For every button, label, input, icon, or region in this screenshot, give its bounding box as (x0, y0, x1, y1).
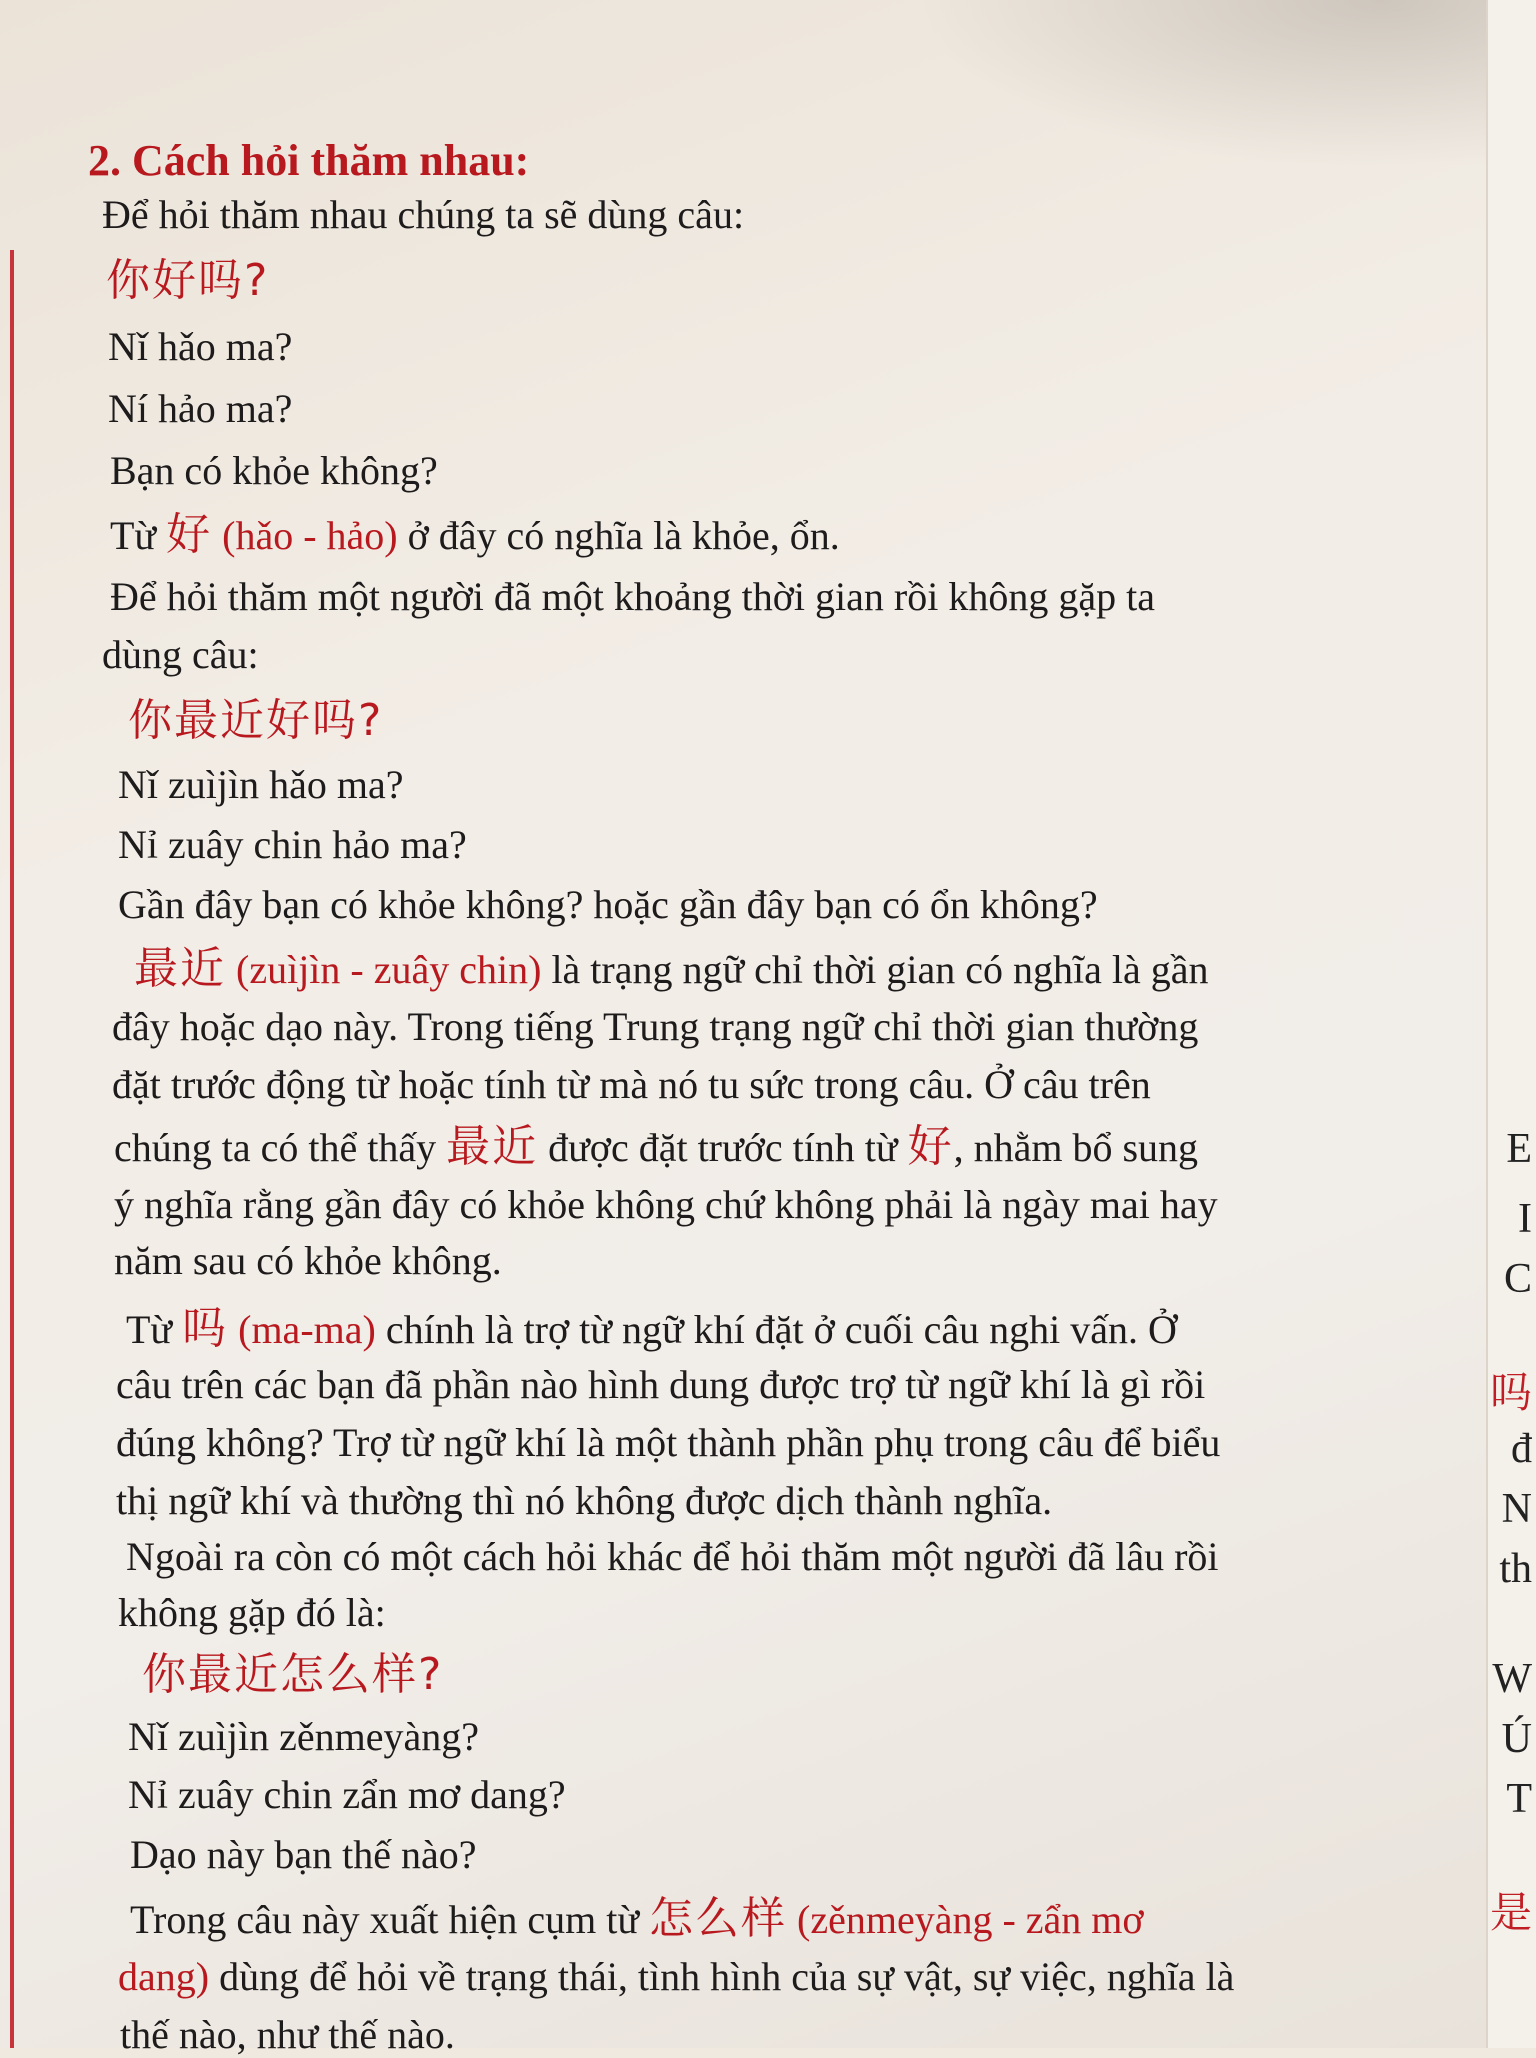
pinyin-line: Nǐ zuìjìn zěnmeyàng? (128, 1714, 479, 1759)
text-line (114, 1122, 1198, 1173)
pinyin-line: Nǐ zuìjìn hǎo ma? (118, 762, 404, 807)
text-fragment: Từ (110, 513, 167, 558)
phonetic-line: Ní hảo ma? (108, 386, 293, 431)
edge-glyph: E (1506, 1126, 1532, 1172)
text-line: thế nào, như thế nào. (120, 2012, 455, 2057)
edge-glyph: I (1518, 1196, 1532, 1242)
chinese-word: 吗 (182, 1303, 229, 1354)
text-line: Để hỏi thăm một người đã một khoảng thời gian rồi không gặp ta (110, 574, 1155, 619)
text-fragment: ở đây có nghĩa là khỏe, ổn. (397, 513, 840, 558)
chinese-word: 怎么样 (649, 1893, 788, 1944)
text-fragment: chính là trợ từ ngữ khí đặt ở cuối câu nghi vấn. Ở (375, 1307, 1177, 1352)
text-line (130, 1894, 1144, 1945)
text-line: năm sau có khỏe không. (114, 1238, 502, 1283)
phonetic-line: Nỉ zuây chin hảo ma? (118, 822, 467, 867)
text-line (118, 1954, 1234, 2000)
text-fragment: dùng để hỏi về trạng thái, tình hình của sự vật, sự việc, nghĩa là (209, 1954, 1235, 1999)
edge-glyph: đ (1511, 1426, 1532, 1472)
text-line: Để hỏi thăm nhau chúng ta sẽ dùng câu: (102, 192, 745, 237)
edge-glyph: Ú (1501, 1716, 1532, 1762)
margin-rule (10, 250, 14, 2048)
phonetic-line: Nỉ zuây chin zẩn mơ dang? (128, 1772, 566, 1817)
text-line: đúng không? Trợ từ ngữ khí là một thành phần phụ trong câu để biểu (116, 1420, 1221, 1465)
pinyin-fragment: (zuìjìn - zuây chin) (226, 947, 542, 992)
text-line: ý nghĩa rằng gần đây có khỏe không chứ không phải là ngày mai hay (114, 1182, 1218, 1227)
text-fragment: Trong câu này xuất hiện cụm từ (130, 1897, 650, 1942)
text-line: dùng câu: (102, 632, 259, 677)
edge-glyph: T (1506, 1776, 1532, 1822)
edge-glyph: W (1492, 1656, 1532, 1702)
text-fragment: được đặt trước tính từ (538, 1125, 908, 1170)
page-shadow (916, 0, 1536, 170)
chinese-word: 好 (166, 509, 213, 560)
translation-line: Dạo này bạn thế nào? (130, 1832, 477, 1877)
text-fragment: , nhằm bổ sung (953, 1125, 1199, 1170)
text-fragment: chúng ta có thể thấy (114, 1125, 447, 1170)
edge-glyph: N (1501, 1486, 1532, 1532)
chinese-sentence: 你好吗? (106, 255, 270, 306)
text-line: đặt trước động từ hoặc tính từ mà nó tu sức trong câu. Ở câu trên (112, 1062, 1151, 1107)
edge-glyph: 吗 (1489, 1371, 1532, 1417)
pinyin-fragment: (ma-ma) (228, 1307, 376, 1352)
text-line: không gặp đó là: (118, 1590, 386, 1635)
chinese-sentence: 你最近好吗? (128, 695, 384, 746)
chinese-word: 最近 (134, 943, 226, 994)
translation-line: Gần đây bạn có khỏe không? hoặc gần đây bạn có ổn không? (118, 882, 1098, 927)
text-fragment: Từ (126, 1307, 183, 1352)
text-line: thị ngữ khí và thường thì nó không được dịch thành nghĩa. (116, 1478, 1053, 1523)
chinese-sentence: 你最近怎么样? (142, 1649, 444, 1700)
edge-glyph: 是 (1489, 1891, 1532, 1937)
pinyin-line: Nǐ hǎo ma? (108, 324, 293, 369)
pinyin-fragment: (zěnmeyàng - zẩn mơ (787, 1897, 1144, 1942)
edge-glyph: C (1503, 1256, 1532, 1302)
chinese-word: 好 (907, 1121, 954, 1172)
text-line: câu trên các bạn đã phần nào hình dung được trợ từ ngữ khí là gì rồi (116, 1362, 1206, 1407)
next-page-edge (1486, 0, 1536, 2048)
edge-glyph: th (1499, 1546, 1532, 1592)
text-line (110, 510, 840, 561)
text-line: Ngoài ra còn có một cách hỏi khác để hỏi thăm một người đã lâu rồi (126, 1534, 1219, 1579)
text-line (134, 944, 1209, 995)
pinyin-fragment: (hǎo - hảo) (212, 513, 398, 558)
section-heading: 2. Cách hỏi thăm nhau: (88, 136, 530, 185)
chinese-word: 最近 (446, 1121, 539, 1172)
text-line: đây hoặc dạo này. Trong tiếng Trung trạng ngữ chỉ thời gian thường (112, 1004, 1199, 1049)
text-fragment: là trạng ngữ chỉ thời gian có nghĩa là gần (541, 947, 1209, 992)
text-line (126, 1304, 1177, 1355)
pinyin-fragment: dang) (118, 1954, 210, 1999)
translation-line: Bạn có khỏe không? (110, 448, 438, 493)
